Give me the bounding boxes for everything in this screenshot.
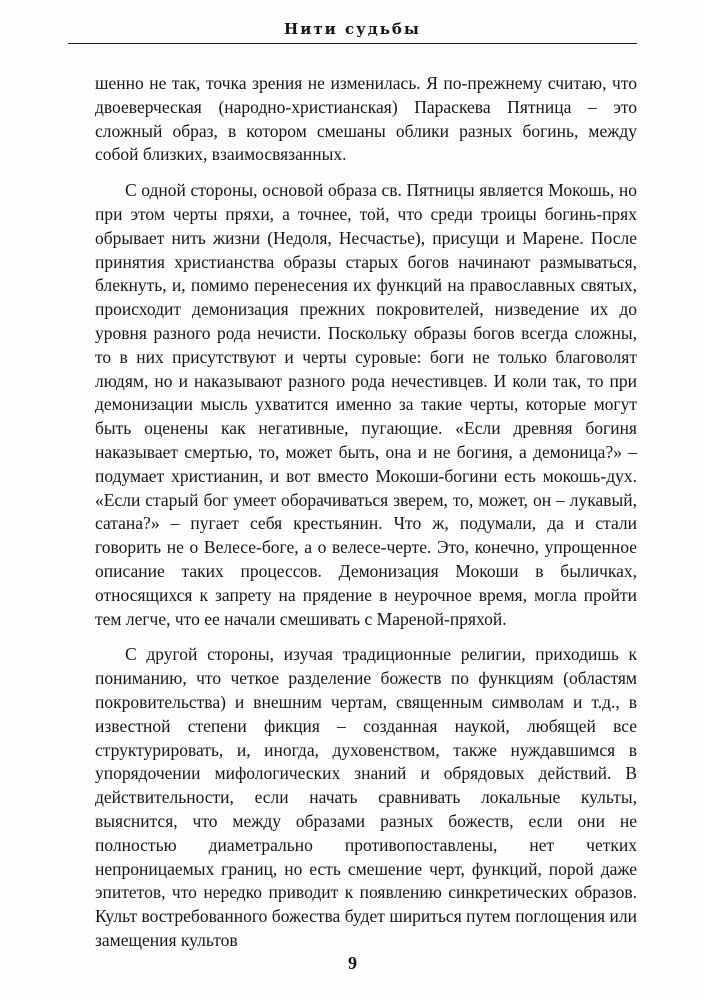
- page-header-title: Нити судьбы: [284, 20, 421, 38]
- page-text-block: [95, 72, 637, 965]
- paragraph-mokosh-demonization: С одной стороны, основой образа св. Пятницы является Мокошь, но при этом черты пряхи, а точнее, той, что среди троицы богинь-прях обрывает нить жизни (Недоля, Несчастье), присущи и Марене. После принятия христианства образы старых богов начинают размываться, блекнуть, и, помимо перенесения их функций на православных святых, происходит демонизация прежних покровителей, низведение их до уровня разного рода нечисти. Поскольку образы богов всегда сложны, то в них присутствуют и черты суровые: боги не только благоволят людям, но и наказывают разного рода нечестивцев. И коли так, то при демонизации мысль ухватится именно за такие черты, которые могут быть оценены как негативные, пугающие. «Если древняя богиня наказывает смертью, то, может быть, она и не богиня, а демоница?» – подумает христианин, и вот вместо Мокоши-богини есть мокошь-дух. «Если старый бог умеет оборачиваться зверем, то, может, он – лукавый, сатана?» – пугает себя крестьянин. Что ж, подумали, да и стали говорить не о Велесе-боге, а о велесе-черте. Это, конечно, упрощенное описание таких процессов. Демонизация Мокоши в быличках, относящихся к запрету на прядение в неурочное время, могла пройти тем легче, что ее начали смешивать с Мареной-пряхой.: [95, 180, 637, 629]
- running-header: [68, 20, 637, 44]
- paragraph-continuation: шенно не так, точка зрения не изменилась. Я по-прежнему считаю, что двоеверческая (народно-христианская) Параскева Пятница – это сложный образ, в котором смешаны облики разных богинь, между собой близких, взаимосвязанных.: [95, 73, 637, 165]
- paragraph-traditional-religions: С другой стороны, изучая традиционные религии, приходишь к пониманию, что четкое разделение божеств по функциям (областям покровительства) и внешним чертам, священным символам и т.д., в известной степени фикция – созданная наукой, любящей все структурировать, и, иногда, духовенством, также нуждавшимся в упорядочении мифологических знаний и обрядовых действий. В действительности, если начать сравнивать локальные культы, выяснится, что между образами разных божеств, если они не полностью диаметрально противопоставлены, нет четких непроницаемых границ, но есть смешение черт, функций, порой даже эпитетов, что нередко приводит к появлению синкретических образов. Культ востребованного божества будет шириться путем поглощения или замещения культов: [95, 644, 637, 950]
- page-number: 9: [348, 953, 357, 973]
